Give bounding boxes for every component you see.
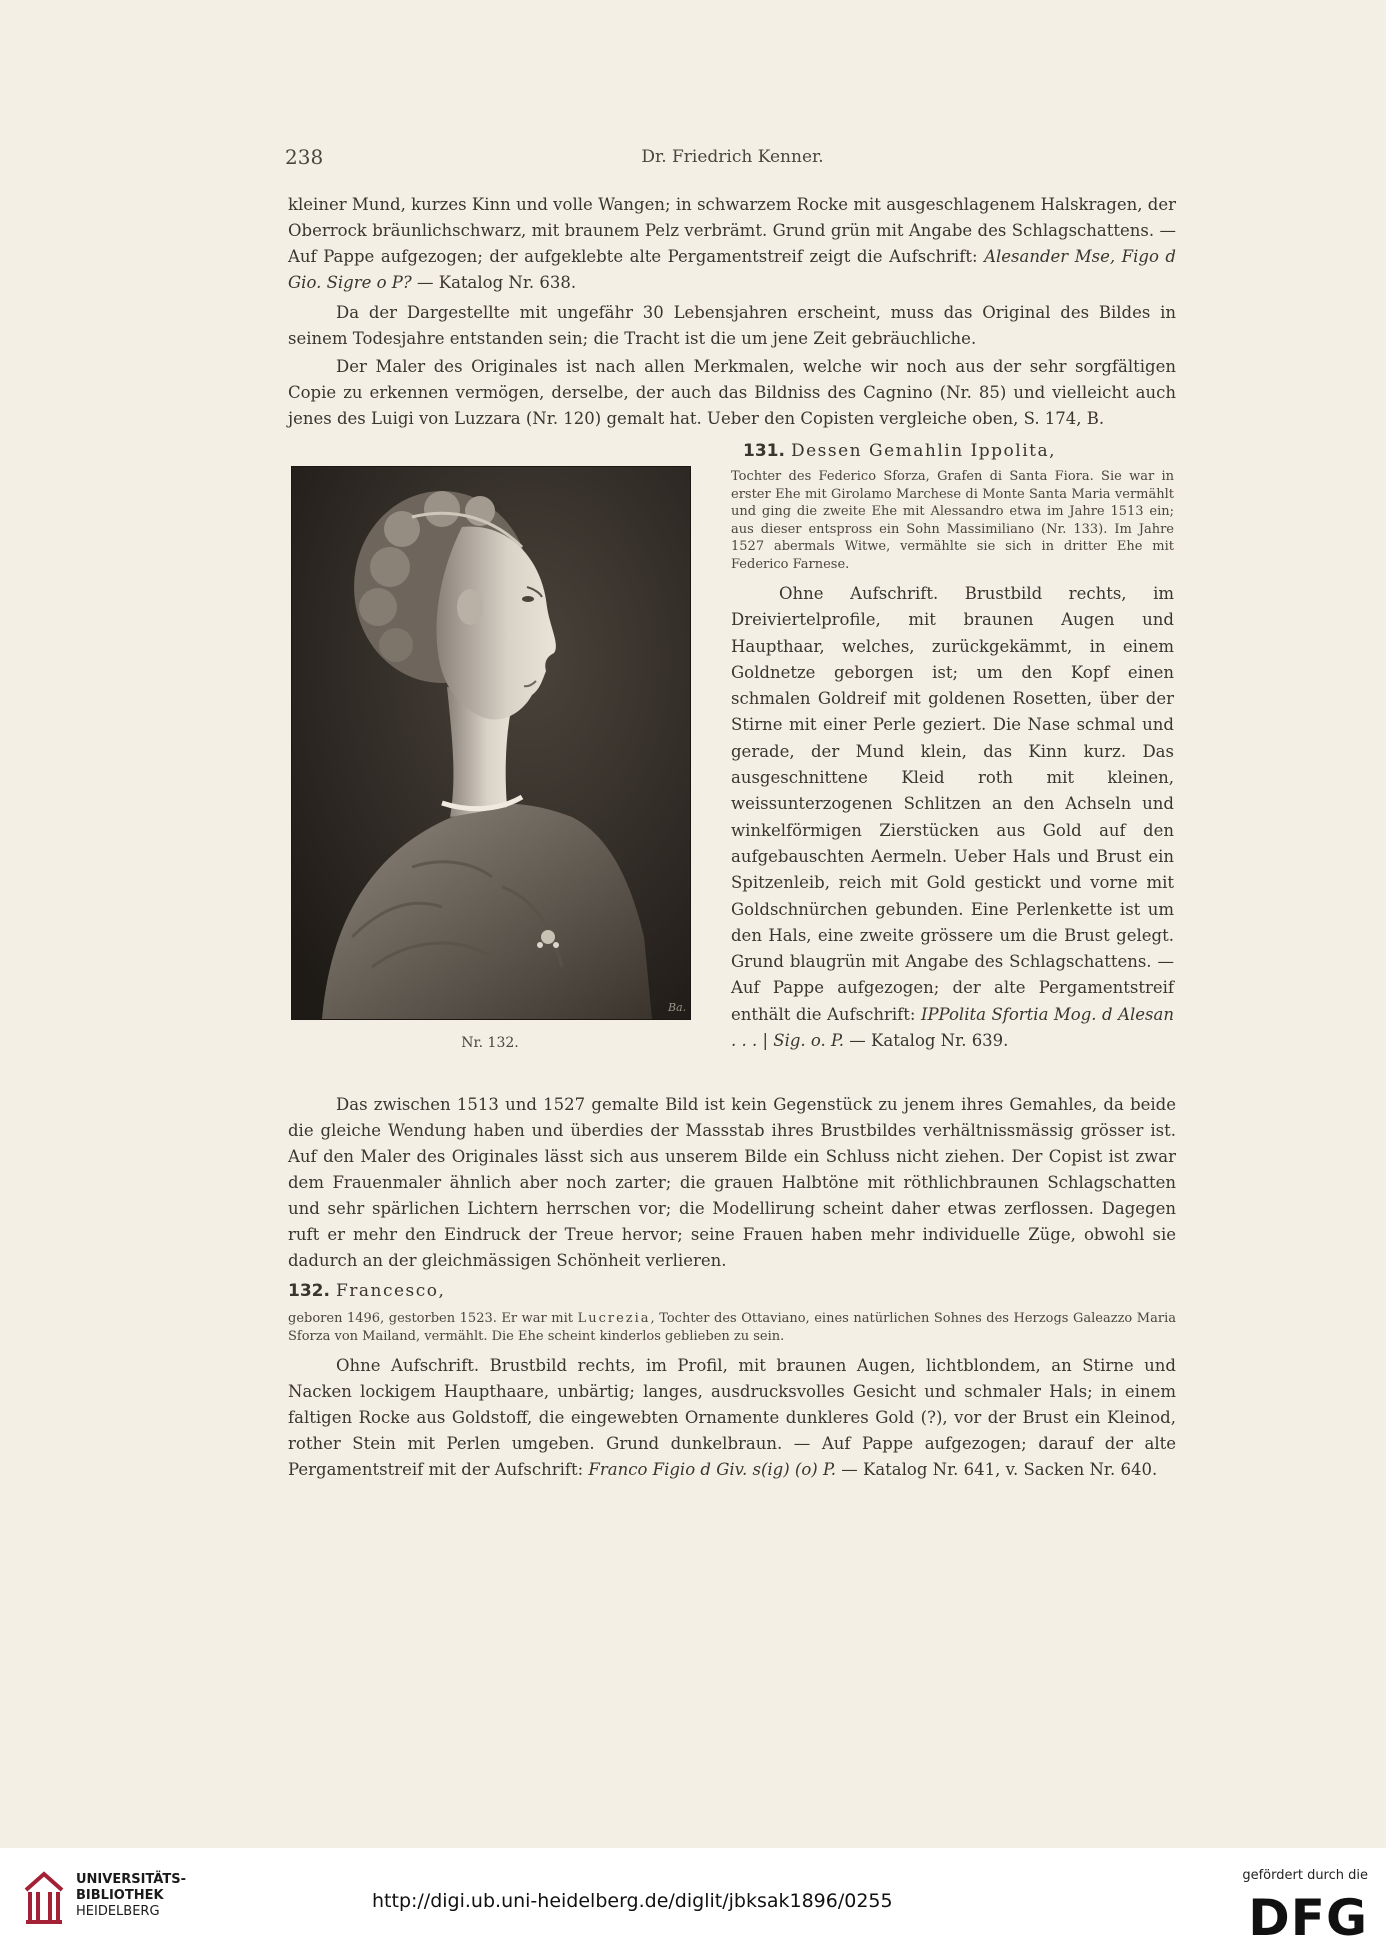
entry-131-bio: Tochter des Federico Sforza, Grafen di Santa Fiora. Sie war in erster Ehe mit Girolamo Marchese di Monte Santa Maria vermählt und ging die zweite Ehe mit Alessandro etwa im Jahre 1513 ein; aus dieser entspross ein Sohn Massimiliano (Nr. 133). Im Jahre 1527 abermals Witwe, vermählte sie sich in dritter Ehe mit Federico Farnese.: [731, 469, 1174, 572]
engraver-signature: Ba.: [668, 1001, 687, 1014]
entry-132-title: Francesco,: [335, 1281, 446, 1301]
entry-132-bio: geboren 1496, gestorben 1523. Er war mit Lucrezia, Tochter des Ottaviano, eines natürlichen Sohnes des Herzogs Galeazzo Maria Sforza von Mailand, vermählt. Die Ehe scheint kinderlos geblieben zu sein.: [288, 1311, 1176, 1344]
entry-132-heading: [288, 1278, 1176, 1304]
digitization-footer: [0, 1848, 1386, 1958]
paragraph-comparison: Das zwischen 1513 und 1527 gemalte Bild ist kein Gegenstück zu jenem ihres Gemahles, da beide die gleiche Wendung haben und überdies der Massstab ihres Brustbildes verhältnissmässig grösser ist. Auf den Maler des Originales lässt sich aus unserem Bilde ein Schluss nicht ziehen. Der Copist ist zwar dem Frauenmaler ähnlich aber noch zarter; die grauen Halbtöne mit röthlichbraunen Schlagschatten und sehr spärlichen Lichtern herrschen vor; die Modellirung scheint daher etwas zerflossen. Dagegen ruft er mehr den Eindruck der Treue hervor; seine Frauen haben mehr individuelle Züge, obwohl sie dadurch an der gleichmässigen Schönheit verlieren.: [288, 1095, 1176, 1270]
portrait-illustration: [292, 467, 690, 1019]
portrait-ippolita-image: [291, 466, 691, 1020]
spouse-name: Lucrezia: [577, 1311, 651, 1326]
permalink-url[interactable]: http://digi.ub.uni-heidelberg.de/diglit/jbksak1896/0255: [372, 1890, 893, 1912]
jewel: [541, 930, 555, 944]
paragraph-dating: Da der Dargestellte mit ungefähr 30 Lebensjahren erscheint, muss das Original des Bildes in seinem Todesjahre entstanden sein; die Tracht ist die um jene Zeit gebräuchliche.: [288, 303, 1176, 348]
entry-131-heading: [731, 438, 1174, 464]
entry-131-number: 131.: [743, 441, 785, 461]
running-title: Dr. Friedrich Kenner.: [641, 147, 824, 167]
funding-note: gefördert durch die: [1242, 1868, 1368, 1883]
running-header: [285, 145, 1180, 171]
figure-caption: Nr. 132.: [461, 1035, 519, 1051]
dfg-logo: DFG: [1248, 1889, 1368, 1947]
entry-132: [288, 1278, 1176, 1483]
paragraph-painter: Der Maler des Originales ist nach allen Merkmalen, welche wir noch aus der sehr sorgfältigen Copie zu erkennen vermögen, derselbe, der auch das Bildniss des Cagnino (Nr. 85) und vielleicht auch jenes des Luigi von Luzzara (Nr. 120) gemalt hat. Ueber den Copisten vergleiche oben, S. 174, B.: [288, 357, 1176, 428]
entry-132-number: 132.: [288, 1281, 330, 1301]
page-number: 238: [285, 145, 324, 169]
inscription-alesander: Alesander Mse, Figo d Gio. Sigre o P?: [288, 247, 1176, 292]
inscription-ippolita: IPPolita Sfortia Mog. d Alesan . . . | Sig. o. P.: [731, 1004, 1174, 1051]
entry-132-description: Ohne Aufschrift. Brustbild rechts, im Profil, mit braunen Augen, lichtblondem, an Stirne und Nacken lockigem Haupthaare, unbärtig; langes, ausdrucksvolles Gesicht und schmaler Hals; in einem faltigen Rocke aus Goldstoff, die eingewebten Ornamente dunkleres Gold (?), vor der Brust ein Kleinod, rother Stein mit Perlen umgeben. Grund dunkelbraun. — Auf Pappe aufgezogen; darauf der alte Pergamentstreif mit der Aufschrift: Franco Figio d Giv. s(ig) (o) P. — Katalog Nr. 641, v. Sacken Nr. 640.: [288, 1356, 1176, 1479]
inscription-francesco: Franco Figio d Giv. s(ig) (o) P.: [588, 1460, 836, 1479]
university-library-logo-icon: [22, 1870, 66, 1926]
entry-131-title: Dessen Gemahlin Ippolita,: [790, 441, 1057, 461]
paragraph-continuation: kleiner Mund, kurzes Kinn und volle Wangen; in schwarzem Rocke mit ausgeschlagenem Halskragen, der Oberrock bräunlichschwarz, mit braunem Pelz verbrämt. Grund grün mit Angabe des Schlagschattens. — Auf Pappe aufgezogen; der aufgeklebte alte Pergamentstreif zeigt die Aufschrift: Alesander Mse, Figo d Gio. Sigre o P? — Katalog Nr. 638.: [288, 195, 1176, 292]
library-name: UNIVERSITÄTS- BIBLIOTHEK HEIDELBERG: [76, 1872, 186, 1919]
entry-131: [731, 438, 1174, 1054]
entry-131-description: Ohne Aufschrift. Brustbild rechts, im Dreiviertelprofile, mit braunen Augen und Haupthaar, welches, zurückgekämmt, in einem Goldnetze geborgen ist; um den Kopf einen schmalen Goldreif mit goldenen Rosetten, über der Stirne mit einer Perle geziert. Die Nase schmal und gerade, der Mund klein, das Kinn kurz. Das ausgeschnittene Kleid roth mit kleinen, weissunterzogenen Schlitzen an den Achseln und winkelförmigen Zierstücken aus Gold auf den aufgebauschten Aermeln. Ueber Hals und Brust ein Spitzenleib, reich mit Gold gestickt und vorne mit Goldschnürchen gebunden. Eine Perlenkette ist um den Hals, eine zweite grössere um die Brust gelegt. Grund blaugrün mit Angabe des Schlagschattens. — Auf Pappe aufgezogen; der alte Pergamentstreif enthält die Aufschrift: IPPolita Sfortia Mog. d Alesan . . . | Sig. o. P. — Katalog Nr. 639.: [731, 584, 1174, 1051]
